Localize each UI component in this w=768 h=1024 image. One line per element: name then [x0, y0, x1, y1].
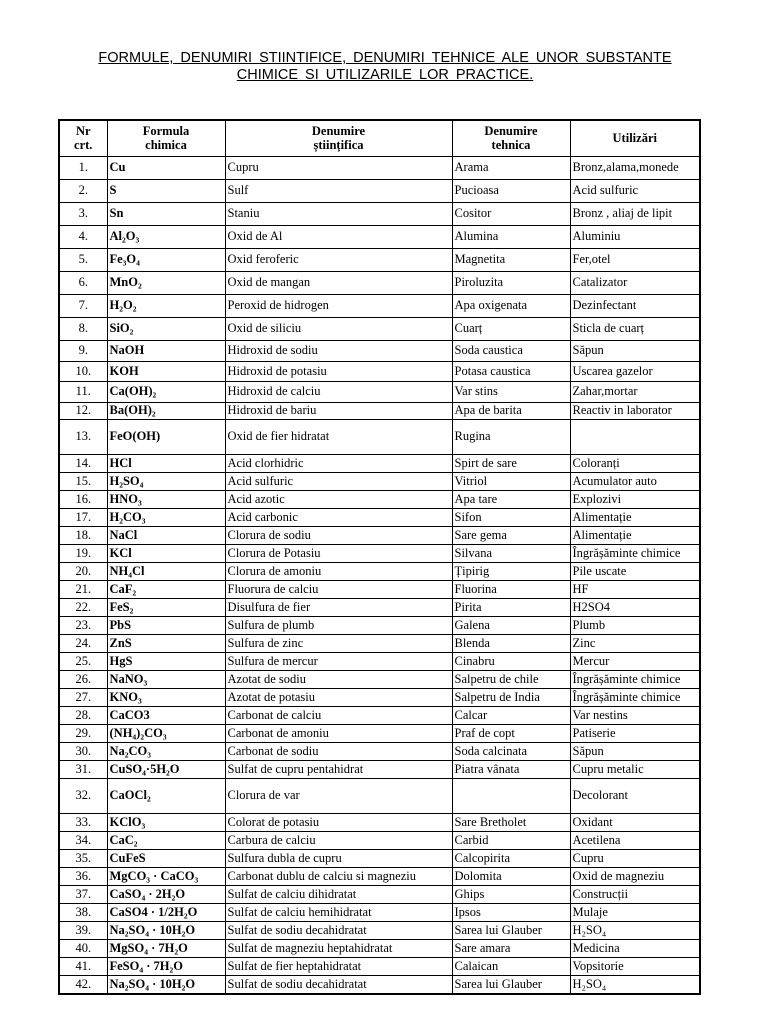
row-number: 28. [59, 706, 107, 724]
technical-name-cell: Arama [452, 156, 570, 179]
row-number: 13. [59, 419, 107, 454]
technical-name-cell: Ipsos [452, 903, 570, 921]
formula-cell: NH₄Cl [107, 562, 225, 580]
table-row [59, 760, 700, 778]
technical-name-cell: Alumina [452, 225, 570, 248]
scientific-name-cell: Fluorura de calciu [225, 580, 452, 598]
uses-cell: Alimentație [570, 508, 700, 526]
table-row [59, 975, 700, 994]
uses-cell: Catalizator [570, 271, 700, 294]
uses-cell: Oxid de magneziu [570, 867, 700, 885]
uses-cell: H2SO4 [570, 598, 700, 616]
scientific-name-cell: Hidroxid de potasiu [225, 361, 452, 381]
scientific-name-cell: Sulfura de mercur [225, 652, 452, 670]
scientific-name-cell: Carbonat de calciu [225, 706, 452, 724]
technical-name-cell: Țipirig [452, 562, 570, 580]
row-number: 10. [59, 361, 107, 381]
technical-name-cell: Piroluzita [452, 271, 570, 294]
uses-cell: Zahar,mortar [570, 381, 700, 402]
scientific-name-cell: Clorura de sodiu [225, 526, 452, 544]
technical-name-cell: Calcopirita [452, 849, 570, 867]
scientific-name-cell: Oxid de Al [225, 225, 452, 248]
technical-name-cell: Apa oxigenata [452, 294, 570, 317]
formula-cell: KClO₃ [107, 813, 225, 831]
table-row [59, 957, 700, 975]
table-row [59, 381, 700, 402]
formula-cell: CaF₂ [107, 580, 225, 598]
formula-cell: CaOCl₂ [107, 778, 225, 813]
formula-cell: NaNO₃ [107, 670, 225, 688]
row-number: 4. [59, 225, 107, 248]
formula-cell: HNO₃ [107, 490, 225, 508]
uses-cell: Mercur [570, 652, 700, 670]
table-row [59, 402, 700, 419]
formula-cell: MnO₂ [107, 271, 225, 294]
row-number: 20. [59, 562, 107, 580]
uses-cell: Oxidant [570, 813, 700, 831]
uses-cell: Îngrășăminte chimice [570, 688, 700, 706]
formula-cell: CaCO3 [107, 706, 225, 724]
scientific-name-cell: Acid carbonic [225, 508, 452, 526]
technical-name-cell: Sarea lui Glauber [452, 921, 570, 939]
table-row [59, 361, 700, 381]
table-row [59, 598, 700, 616]
table-row [59, 903, 700, 921]
title-line-1: FORMULE, DENUMIRI STIINTIFICE, DENUMIRI TEHNICE ALE UNOR SUBSTANTE [98, 50, 672, 66]
uses-cell: Acid sulfuric [570, 179, 700, 202]
scientific-name-cell: Sulfura de zinc [225, 634, 452, 652]
table-row [59, 724, 700, 742]
formula-cell: H₂SO₄ [107, 472, 225, 490]
technical-name-cell: Salpetru de chile [452, 670, 570, 688]
formula-cell: MgSO₄ · 7H₂O [107, 939, 225, 957]
table-row [59, 849, 700, 867]
table-row [59, 616, 700, 634]
table-row [59, 340, 700, 361]
table-row [59, 490, 700, 508]
formula-cell: KOH [107, 361, 225, 381]
formula-cell: CuFeS [107, 849, 225, 867]
technical-name-cell: Silvana [452, 544, 570, 562]
technical-name-cell: Soda calcinata [452, 742, 570, 760]
scientific-name-cell: Clorura de var [225, 778, 452, 813]
row-number: 24. [59, 634, 107, 652]
table-row [59, 652, 700, 670]
uses-cell: Cupru [570, 849, 700, 867]
technical-name-cell: Calcar [452, 706, 570, 724]
uses-cell: Fer,otel [570, 248, 700, 271]
uses-cell: Reactiv in laborator [570, 402, 700, 419]
row-number: 7. [59, 294, 107, 317]
formula-cell: Sn [107, 202, 225, 225]
technical-name-cell: Sare amara [452, 939, 570, 957]
formula-cell: Al₂O₃ [107, 225, 225, 248]
scientific-name-cell: Hidroxid de bariu [225, 402, 452, 419]
scientific-name-cell: Sulfat de sodiu decahidratat [225, 975, 452, 994]
technical-name-cell: Rugina [452, 419, 570, 454]
row-number: 5. [59, 248, 107, 271]
header-technical-name: Denumire tehnica [452, 120, 570, 156]
technical-name-cell: Var stins [452, 381, 570, 402]
table-row [59, 508, 700, 526]
formula-cell: H₂O₂ [107, 294, 225, 317]
scientific-name-cell: Oxid de fier hidratat [225, 419, 452, 454]
formula-cell: FeS₂ [107, 598, 225, 616]
technical-name-cell: Salpetru de India [452, 688, 570, 706]
scientific-name-cell: Sulfat de calciu dihidratat [225, 885, 452, 903]
row-number: 15. [59, 472, 107, 490]
scientific-name-cell: Sulfat de fier heptahidratat [225, 957, 452, 975]
table-row [59, 670, 700, 688]
formula-cell: KCl [107, 544, 225, 562]
uses-cell: Explozivi [570, 490, 700, 508]
uses-cell: Coloranți [570, 454, 700, 472]
table-row [59, 562, 700, 580]
row-number: 32. [59, 778, 107, 813]
scientific-name-cell: Sulfat de calciu hemihidratat [225, 903, 452, 921]
scientific-name-cell: Carbonat de sodiu [225, 742, 452, 760]
table-row [59, 706, 700, 724]
formula-cell: Fe₃O₄ [107, 248, 225, 271]
row-number: 27. [59, 688, 107, 706]
technical-name-cell: Cuarț [452, 317, 570, 340]
formula-cell: Ca(OH)₂ [107, 381, 225, 402]
technical-name-cell: Blenda [452, 634, 570, 652]
row-number: 11. [59, 381, 107, 402]
uses-cell: Acetilena [570, 831, 700, 849]
row-number: 40. [59, 939, 107, 957]
row-number: 26. [59, 670, 107, 688]
technical-name-cell: Sarea lui Glauber [452, 975, 570, 994]
table-row [59, 885, 700, 903]
technical-name-cell: Magnetita [452, 248, 570, 271]
scientific-name-cell: Staniu [225, 202, 452, 225]
technical-name-cell: Pirita [452, 598, 570, 616]
row-number: 17. [59, 508, 107, 526]
document-title [60, 50, 710, 84]
technical-name-cell: Sifon [452, 508, 570, 526]
row-number: 16. [59, 490, 107, 508]
row-number: 39. [59, 921, 107, 939]
row-number: 8. [59, 317, 107, 340]
technical-name-cell: Potasa caustica [452, 361, 570, 381]
technical-name-cell: Piatra vânata [452, 760, 570, 778]
scientific-name-cell: Hidroxid de sodiu [225, 340, 452, 361]
scientific-name-cell: Clorura de Potasiu [225, 544, 452, 562]
table-body [59, 156, 700, 994]
technical-name-cell: Apa de barita [452, 402, 570, 419]
table-row [59, 742, 700, 760]
technical-name-cell: Praf de copt [452, 724, 570, 742]
row-number: 29. [59, 724, 107, 742]
technical-name-cell: Pucioasa [452, 179, 570, 202]
formula-cell: Na₂SO₄ · 10H₂O [107, 921, 225, 939]
table-row [59, 271, 700, 294]
uses-cell: Var nestins [570, 706, 700, 724]
table-row [59, 294, 700, 317]
row-number: 6. [59, 271, 107, 294]
scientific-name-cell: Sulfat de magneziu heptahidratat [225, 939, 452, 957]
row-number: 1. [59, 156, 107, 179]
formula-cell: PbS [107, 616, 225, 634]
scientific-name-cell: Carbonat de amoniu [225, 724, 452, 742]
formula-cell: FeSO₄ · 7H₂O [107, 957, 225, 975]
header-formula: Formula chimica [107, 120, 225, 156]
scientific-name-cell: Sulfat de cupru pentahidrat [225, 760, 452, 778]
row-number: 33. [59, 813, 107, 831]
formula-cell: NaCl [107, 526, 225, 544]
uses-cell: Alimentație [570, 526, 700, 544]
row-number: 18. [59, 526, 107, 544]
table-row [59, 939, 700, 957]
row-number: 30. [59, 742, 107, 760]
row-number: 35. [59, 849, 107, 867]
scientific-name-cell: Carbonat dublu de calciu si magneziu [225, 867, 452, 885]
uses-cell: H₂SO₄ [570, 921, 700, 939]
scientific-name-cell: Sulfat de sodiu decahidratat [225, 921, 452, 939]
technical-name-cell: Sare gema [452, 526, 570, 544]
scientific-name-cell: Clorura de amoniu [225, 562, 452, 580]
scientific-name-cell: Sulfura de plumb [225, 616, 452, 634]
formula-cell: Ba(OH)₂ [107, 402, 225, 419]
formula-cell: CaSO₄ · 2H₂O [107, 885, 225, 903]
uses-cell: Îngrășăminte chimice [570, 544, 700, 562]
scientific-name-cell: Azotat de sodiu [225, 670, 452, 688]
table-row [59, 179, 700, 202]
technical-name-cell: Spirt de sare [452, 454, 570, 472]
uses-cell: Patiserie [570, 724, 700, 742]
scientific-name-cell: Disulfura de fier [225, 598, 452, 616]
table-row [59, 419, 700, 454]
formula-cell: KNO₃ [107, 688, 225, 706]
uses-cell: Dezinfectant [570, 294, 700, 317]
uses-cell: H₂SO₄ [570, 975, 700, 994]
uses-cell: Medicina [570, 939, 700, 957]
table-row [59, 526, 700, 544]
row-number: 3. [59, 202, 107, 225]
scientific-name-cell: Oxid de mangan [225, 271, 452, 294]
formula-cell: FeO(OH) [107, 419, 225, 454]
scientific-name-cell: Sulf [225, 179, 452, 202]
formula-cell: CuSO₄·5H₂O [107, 760, 225, 778]
uses-cell: Uscarea gazelor [570, 361, 700, 381]
title-line-2: CHIMICE SI UTILIZARILE LOR PRACTICE. [236, 67, 534, 83]
table-row [59, 813, 700, 831]
table-row [59, 202, 700, 225]
table-row [59, 921, 700, 939]
technical-name-cell: Dolomita [452, 867, 570, 885]
scientific-name-cell: Acid clorhidric [225, 454, 452, 472]
row-number: 41. [59, 957, 107, 975]
row-number: 42. [59, 975, 107, 994]
header-nr: Nr crt. [59, 120, 107, 156]
row-number: 14. [59, 454, 107, 472]
uses-cell: Decolorant [570, 778, 700, 813]
table-row [59, 778, 700, 813]
formula-cell: MgCO₃ · CaCO₃ [107, 867, 225, 885]
uses-cell: Plumb [570, 616, 700, 634]
header-uses: Utilizări [570, 120, 700, 156]
uses-cell: Bronz,alama,monede [570, 156, 700, 179]
row-number: 36. [59, 867, 107, 885]
scientific-name-cell: Acid azotic [225, 490, 452, 508]
technical-name-cell: Ghips [452, 885, 570, 903]
uses-cell: Acumulator auto [570, 472, 700, 490]
row-number: 37. [59, 885, 107, 903]
formula-cell: H₂CO₃ [107, 508, 225, 526]
scientific-name-cell: Oxid feroferic [225, 248, 452, 271]
technical-name-cell: Sare Bretholet [452, 813, 570, 831]
row-number: 22. [59, 598, 107, 616]
scientific-name-cell: Peroxid de hidrogen [225, 294, 452, 317]
uses-cell: Cupru metalic [570, 760, 700, 778]
row-number: 31. [59, 760, 107, 778]
scientific-name-cell: Carbura de calciu [225, 831, 452, 849]
row-number: 25. [59, 652, 107, 670]
formula-cell: Cu [107, 156, 225, 179]
scientific-name-cell: Oxid de siliciu [225, 317, 452, 340]
row-number: 19. [59, 544, 107, 562]
table-header-row [59, 120, 700, 156]
technical-name-cell: Fluorina [452, 580, 570, 598]
technical-name-cell: Apa tare [452, 490, 570, 508]
formula-cell: (NH₄)₂CO₃ [107, 724, 225, 742]
uses-cell: Mulaje [570, 903, 700, 921]
formula-cell: Na₂SO₄ · 10H₂O [107, 975, 225, 994]
technical-name-cell [452, 778, 570, 813]
uses-cell: HF [570, 580, 700, 598]
uses-cell: Construcții [570, 885, 700, 903]
table-row [59, 867, 700, 885]
uses-cell: Bronz , aliaj de lipit [570, 202, 700, 225]
uses-cell: Zinc [570, 634, 700, 652]
uses-cell: Sticla de cuarț [570, 317, 700, 340]
table-row [59, 634, 700, 652]
uses-cell [570, 419, 700, 454]
technical-name-cell: Vitriol [452, 472, 570, 490]
row-number: 9. [59, 340, 107, 361]
formula-cell: S [107, 179, 225, 202]
substances-table [58, 119, 701, 995]
table-row [59, 454, 700, 472]
table-row [59, 831, 700, 849]
uses-cell: Săpun [570, 742, 700, 760]
row-number: 38. [59, 903, 107, 921]
formula-cell: ZnS [107, 634, 225, 652]
scientific-name-cell: Acid sulfuric [225, 472, 452, 490]
scientific-name-cell: Sulfura dubla de cupru [225, 849, 452, 867]
formula-cell: CaC₂ [107, 831, 225, 849]
formula-cell: NaOH [107, 340, 225, 361]
table-row [59, 688, 700, 706]
formula-cell: Na₂CO₃ [107, 742, 225, 760]
row-number: 23. [59, 616, 107, 634]
row-number: 21. [59, 580, 107, 598]
table-row [59, 580, 700, 598]
technical-name-cell: Cositor [452, 202, 570, 225]
formula-cell: HCl [107, 454, 225, 472]
header-scientific-name: Denumire științifica [225, 120, 452, 156]
table-row [59, 225, 700, 248]
formula-cell: HgS [107, 652, 225, 670]
uses-cell: Pile uscate [570, 562, 700, 580]
table-row [59, 544, 700, 562]
table-row [59, 248, 700, 271]
formula-cell: SiO₂ [107, 317, 225, 340]
table-row [59, 472, 700, 490]
row-number: 12. [59, 402, 107, 419]
technical-name-cell: Cinabru [452, 652, 570, 670]
row-number: 2. [59, 179, 107, 202]
row-number: 34. [59, 831, 107, 849]
formula-cell: CaSO4 · 1/2H₂O [107, 903, 225, 921]
uses-cell: Săpun [570, 340, 700, 361]
scientific-name-cell: Cupru [225, 156, 452, 179]
technical-name-cell: Carbid [452, 831, 570, 849]
table-row [59, 317, 700, 340]
technical-name-cell: Soda caustica [452, 340, 570, 361]
technical-name-cell: Galena [452, 616, 570, 634]
scientific-name-cell: Azotat de potasiu [225, 688, 452, 706]
technical-name-cell: Calaican [452, 957, 570, 975]
uses-cell: Aluminiu [570, 225, 700, 248]
uses-cell: Vopsitorie [570, 957, 700, 975]
table-row [59, 156, 700, 179]
uses-cell: Îngrășăminte chimice [570, 670, 700, 688]
scientific-name-cell: Hidroxid de calciu [225, 381, 452, 402]
scientific-name-cell: Colorat de potasiu [225, 813, 452, 831]
